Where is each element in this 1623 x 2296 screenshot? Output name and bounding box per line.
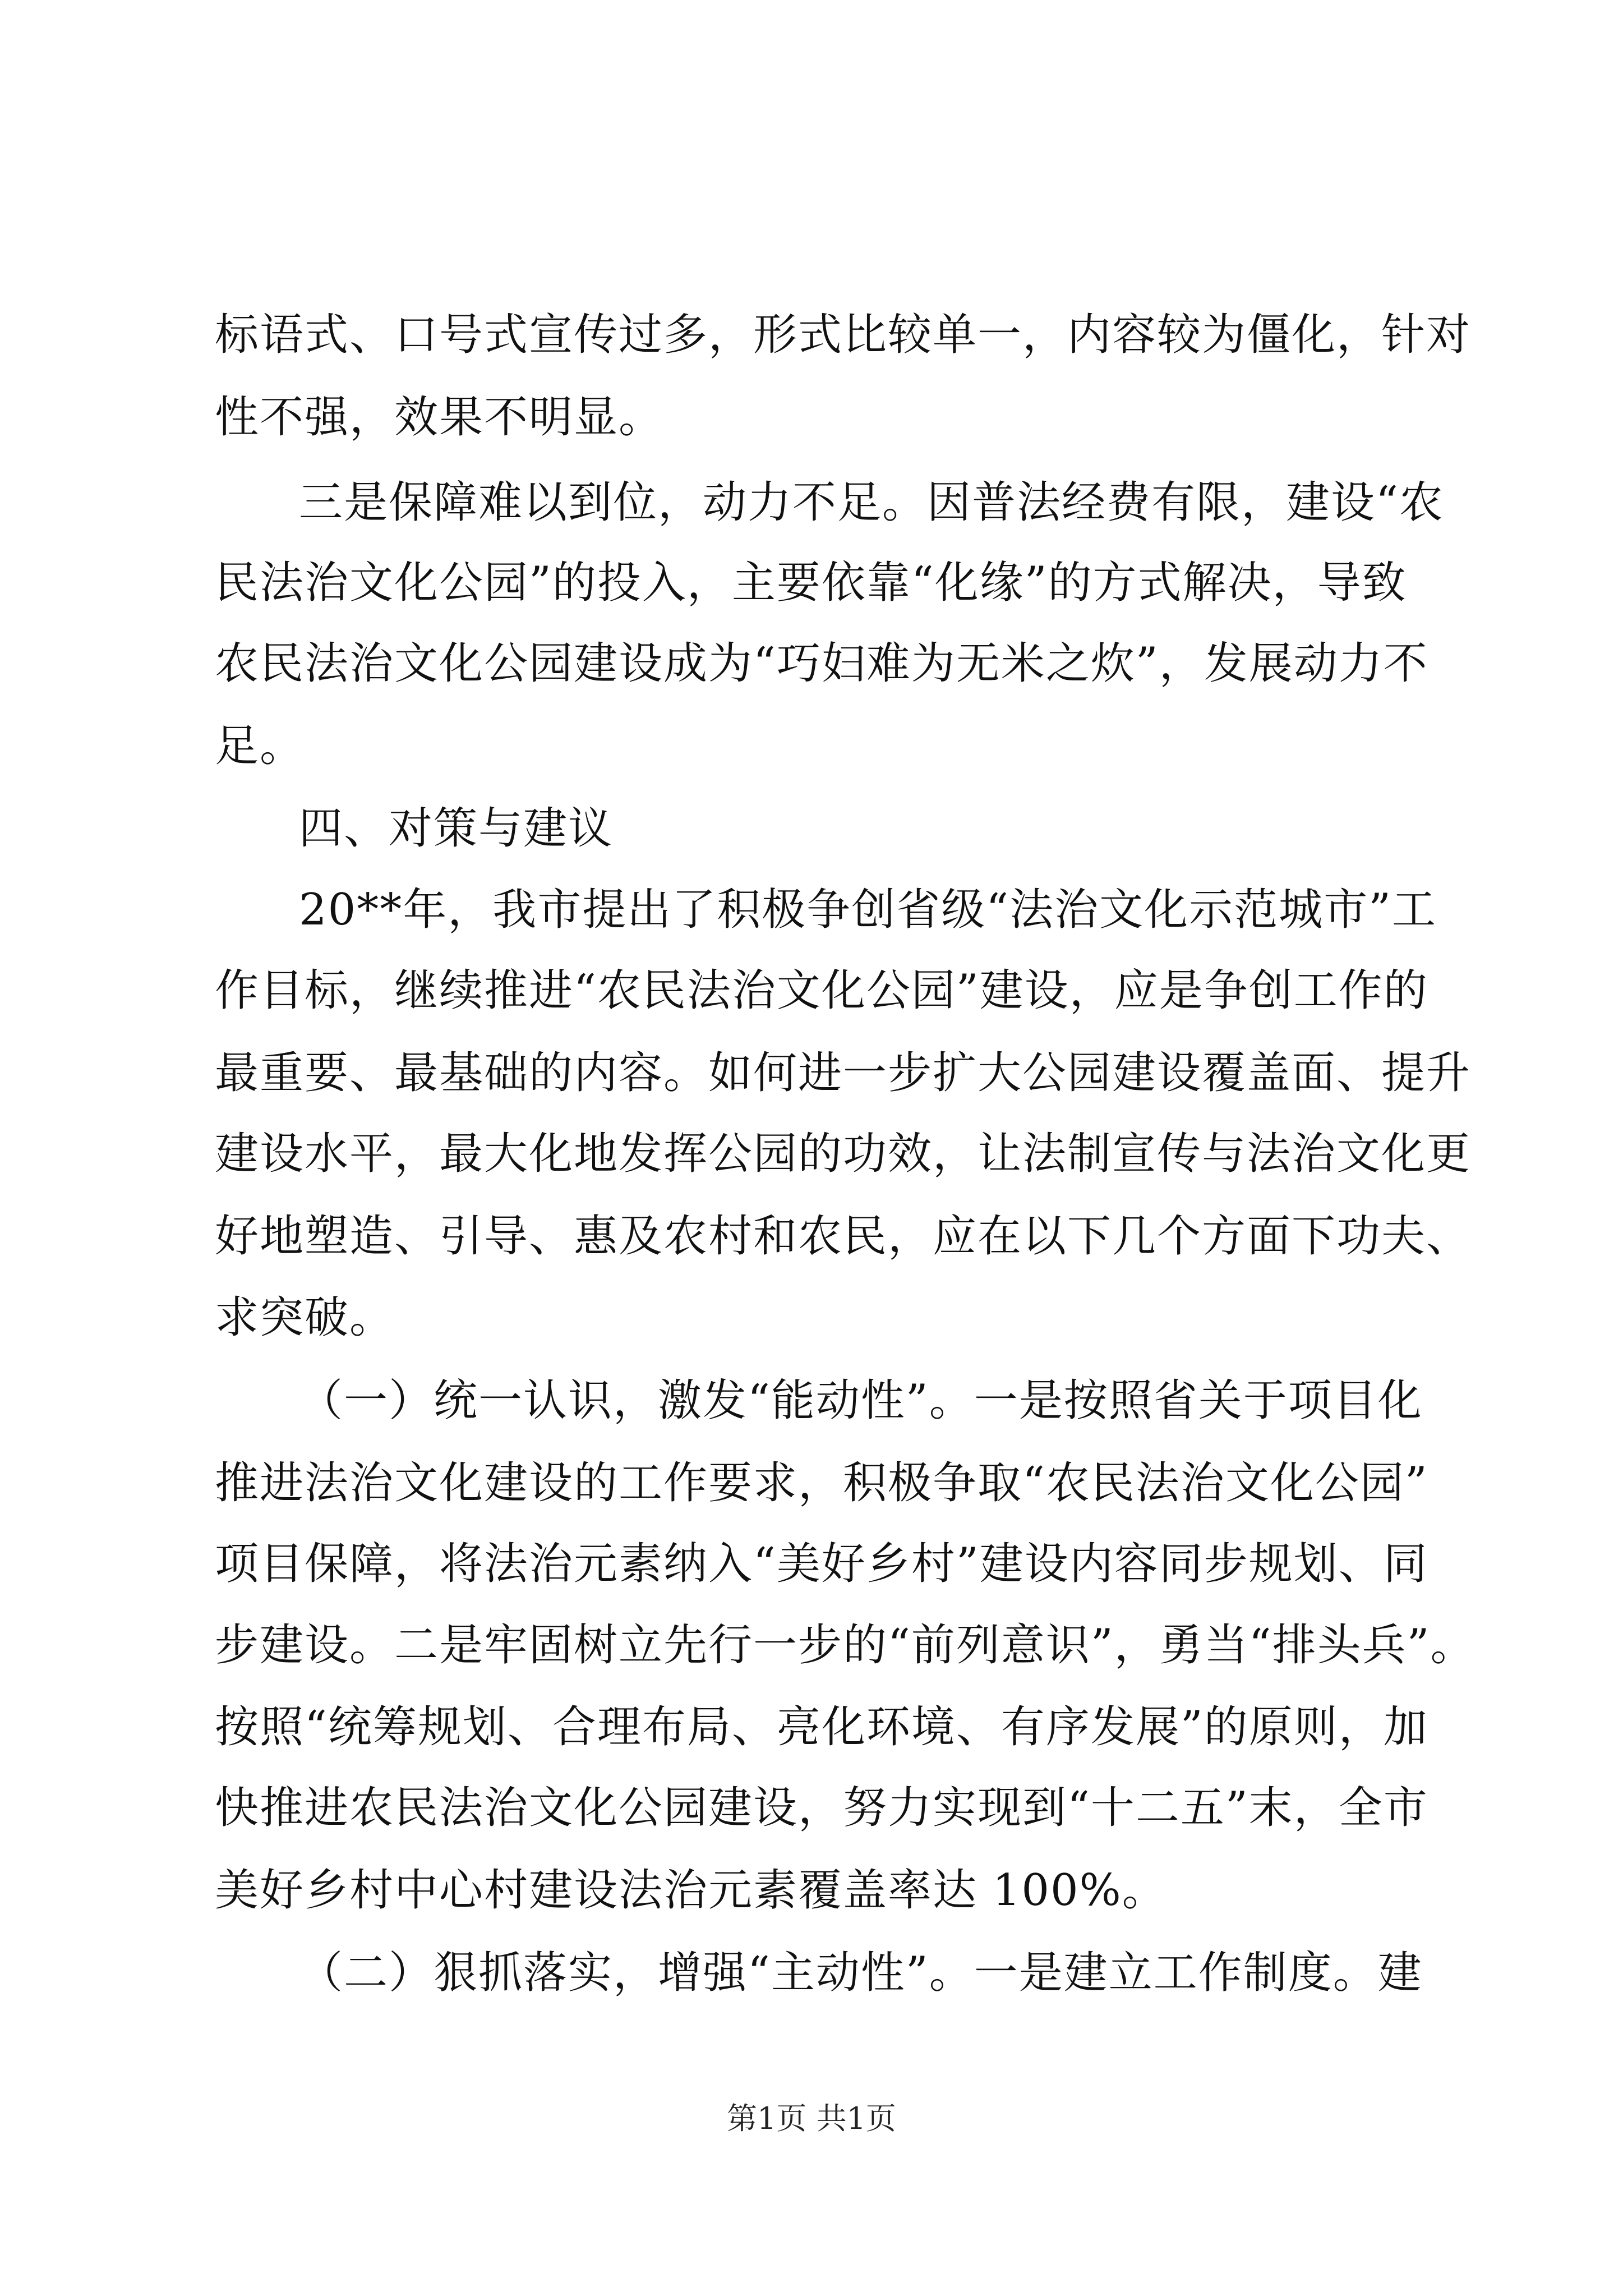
text-line: 美好乡村中心村建设法治元素覆盖率达 100%。 [215,1865,1167,1916]
text-line: 最重要、最基础的内容。如何进一步扩大公园建设覆盖面、提升 [215,1048,1472,1098]
text-line: 推进法治文化建设的工作要求，积极争取“农民法治文化公园” [215,1458,1428,1508]
text-line: 项目保障，将法治元素纳入“美好乡村”建设内容同步规划、同 [215,1539,1428,1589]
section-heading: 四、对策与建议 [299,803,614,854]
text-line: 快推进农民法治文化公园建设，努力实现到“十二五”末，全市 [215,1783,1428,1833]
text-line: （二）狠抓落实，增强“主动性”。一是建立工作制度。建 [299,1948,1423,1998]
text-line: 农民法治文化公园建设成为“巧妇难为无米之炊”，发展动力不 [215,638,1428,689]
text-line: 步建设。二是牢固树立先行一步的“前列意识”，勇当“排头兵”。 [215,1620,1476,1671]
text-line: 足。 [215,721,305,771]
text-line: （一）统一认识，激发“能动性”。一是按照省关于项目化 [299,1375,1423,1426]
text-line: 作目标，继续推进“农民法治文化公园”建设，应是争创工作的 [215,965,1428,1016]
text-line: 性不强，效果不明显。 [215,392,664,443]
text-line: 建设水平，最大化地发挥公园的功效，让法制宣传与法治文化更 [215,1129,1472,1179]
text-line: 求突破。 [215,1292,395,1343]
text-line: 好地塑造、引导、惠及农村和农民，应在以下几个方面下功夫、 [215,1211,1472,1262]
text-line: 标语式、口号式宣传过多，形式比较单一，内容较为僵化，针对 [215,310,1472,360]
text-line: 按照“统筹规划、合理布局、亮化环境、有序发展”的原则，加 [215,1702,1428,1752]
text-line: 三是保障难以到位，动力不足。因普法经费有限，建设“农 [299,477,1444,528]
page-number-footer: 第1页 共1页 [727,2101,896,2136]
text-line: 民法治文化公园”的投入，主要依靠“化缘”的方式解决，导致 [215,558,1407,608]
text-line: 20**年，我市提出了积极争创省级“法治文化示范城市”工 [299,885,1437,935]
